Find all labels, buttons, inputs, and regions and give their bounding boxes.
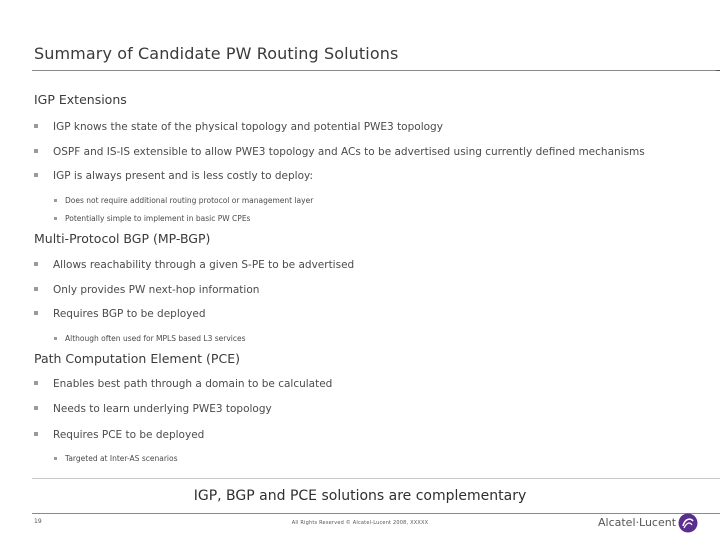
bullet-text: Requires PCE to be deployed [53,429,205,441]
copyright-text: All Rights Reserved © Alcatel-Lucent 2008, XXXXX [291,520,429,526]
bullet-marker [34,173,38,177]
page-number: 19 [34,518,42,525]
bullet-text: Requires BGP to be deployed [53,308,206,320]
bullet-item [34,146,645,158]
sub-bullet-marker [54,199,57,202]
bullet-marker [34,311,38,315]
callout-text: IGP, BGP and PCE solutions are complementary [193,488,527,504]
bullet-text: OSPF and IS-IS extensible to allow PWE3 topology and ACs to be advertised using currently defined mechanisms [53,146,645,158]
bullet-text: Needs to learn underlying PWE3 topology [53,403,272,415]
bullet-item [34,403,272,415]
alcatel-lucent-logo [598,510,702,534]
bullet-item [34,259,354,271]
logo-mark-icon [678,513,698,533]
slide-title: Summary of Candidate PW Routing Solutions [34,44,399,63]
title-divider [32,70,720,71]
bullet-text: Allows reachability through a given S-PE to be advertised [53,259,355,271]
bullet-text: IGP knows the state of the physical topology and potential PWE3 topology [53,121,443,133]
sub-bullet-marker [54,337,57,340]
sub-bullet-marker [54,217,57,220]
bullet-item [34,170,313,182]
bullet-item [34,429,204,441]
bullet-marker [34,124,38,128]
bullet-marker [34,432,38,436]
sub-bullet-text: Although often used for MPLS based L3 services [65,334,246,343]
bullet-item [34,308,206,320]
bullet-item [34,284,259,296]
sub-bullet-marker [54,457,57,460]
bullet-marker [34,381,38,385]
sub-bullet-text: Does not require additional routing protocol or management layer [65,196,314,205]
bullet-marker [34,149,38,153]
bullet-marker [34,406,38,410]
section-heading-bgp: Multi-Protocol BGP (MP-BGP) [34,231,211,246]
bullet-item [34,378,332,390]
bullet-text: IGP is always present and is less costly to deploy: [53,170,313,182]
bullet-text: Only provides PW next-hop information [53,284,260,296]
logo-text: Alcatel·Lucent [598,516,677,529]
sub-bullet-item [54,454,177,463]
bullet-text: Enables best path through a domain to be calculated [53,378,333,390]
corner-mark [716,70,720,71]
sub-bullet-item [54,334,246,343]
bullet-item [34,121,443,133]
bullet-marker [34,262,38,266]
section-heading-pce: Path Computation Element (PCE) [34,351,240,366]
section-heading-igp: IGP Extensions [34,92,127,107]
sub-bullet-item [54,214,250,223]
sub-bullet-item [54,196,313,205]
bullet-marker [34,287,38,291]
callout-divider [32,478,720,479]
sub-bullet-text: Potentially simple to implement in basic PW CPEs [65,214,251,223]
sub-bullet-text: Targeted at Inter-AS scenarios [65,454,178,463]
